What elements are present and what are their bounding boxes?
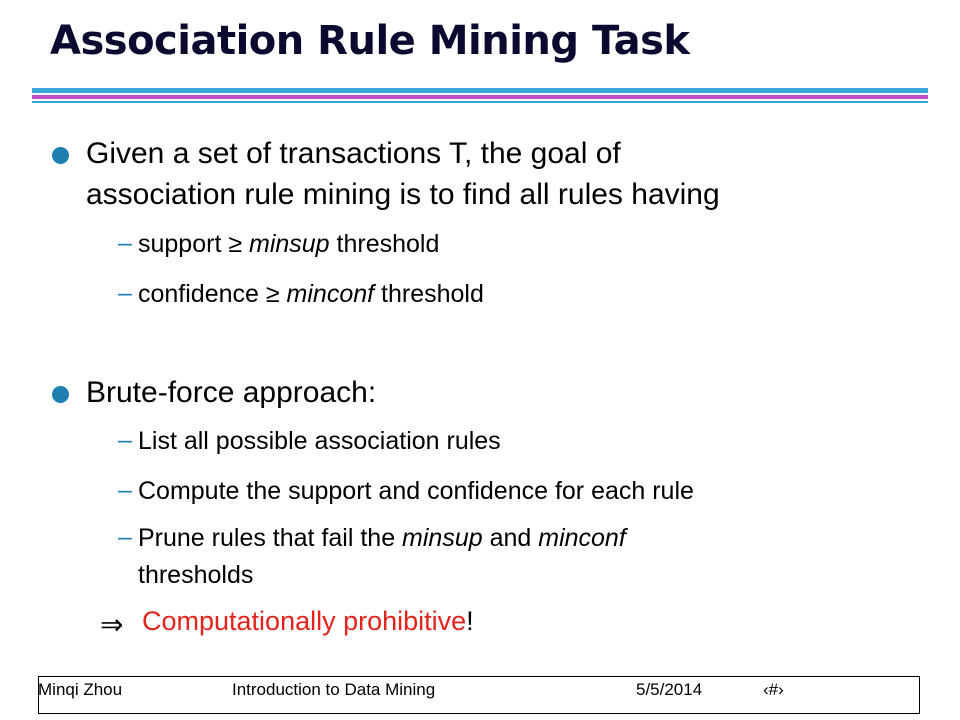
threshold-text: threshold <box>329 230 440 258</box>
implies-arrow-icon: ⇒ <box>100 609 124 640</box>
footer-date: 5/5/2014 <box>636 680 703 699</box>
dash-icon: – <box>118 476 132 504</box>
dash-icon: – <box>118 523 132 551</box>
sub-bullet-list-rules: List all possible association rules <box>138 427 501 455</box>
and-text: and <box>482 524 539 552</box>
conclusion-text <box>142 606 474 636</box>
minsup-term: minsup <box>249 230 330 258</box>
dash-icon: – <box>118 426 132 454</box>
dash-icon: – <box>118 229 132 257</box>
sub-bullet-confidence <box>138 279 484 309</box>
bullet-2-text: Brute-force approach: <box>86 376 377 409</box>
title-underline-bottom <box>32 101 928 103</box>
prune-text: Prune rules that fail the <box>138 524 403 552</box>
bullet-dot-icon <box>52 386 69 403</box>
bullet-dot-icon <box>52 147 69 164</box>
footer-author: Minqi Zhou <box>38 680 123 699</box>
sub-bullet-prune-line-2: thresholds <box>138 561 254 589</box>
title-underline-top <box>32 88 928 93</box>
minconf-term: minconf <box>286 280 375 308</box>
title-underline-middle <box>32 95 928 99</box>
minsup-term: minsup <box>402 524 483 552</box>
conclusion-punct: ! <box>466 606 474 636</box>
footer-course: Introduction to Data Mining <box>232 680 436 699</box>
support-text: support ≥ <box>138 230 249 258</box>
sub-bullet-prune <box>138 523 626 553</box>
conclusion-highlight: Computationally prohibitive <box>142 606 467 636</box>
slide-title: Association Rule Mining Task <box>50 18 690 64</box>
minconf-term: minconf <box>538 524 626 552</box>
bullet-1-line-2: association rule mining is to find all rules having <box>86 178 720 211</box>
confidence-text: confidence ≥ <box>138 280 287 308</box>
threshold-text: threshold <box>374 280 484 308</box>
footer-page-number: ‹#› <box>763 680 784 699</box>
footer-frame <box>38 676 920 714</box>
dash-icon: – <box>118 279 132 307</box>
bullet-1-line-1: Given a set of transactions T, the goal of <box>86 137 621 170</box>
sub-bullet-support <box>138 229 439 259</box>
sub-bullet-compute: Compute the support and confidence for each rule <box>138 477 694 505</box>
